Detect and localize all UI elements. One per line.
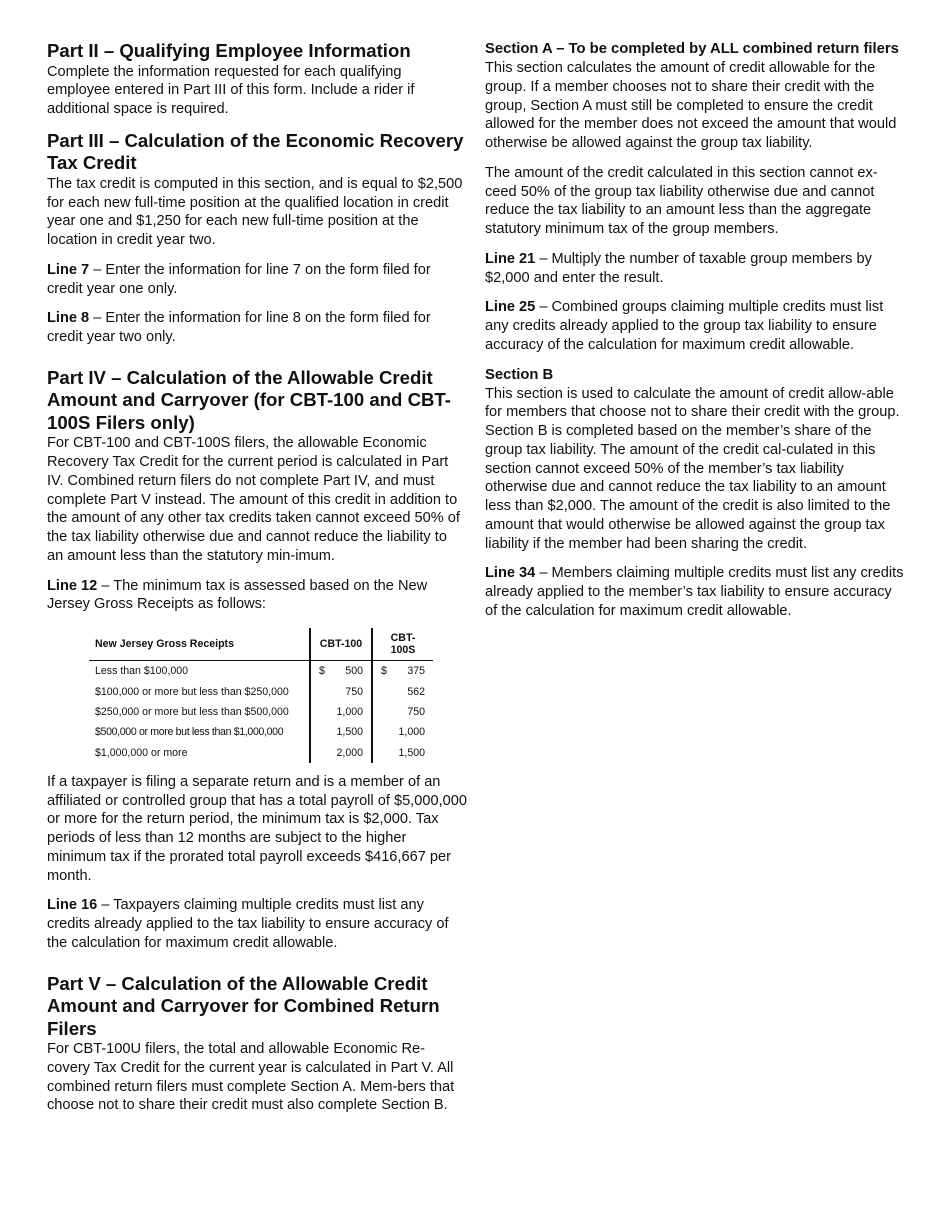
section-b (485, 366, 907, 621)
dollar-sign: $ (319, 665, 325, 678)
section-a-body-1: This section calculates the amount of credit allowable for the group. If a member chooses not to share their credit with the group, Section A must still be completed to ensure the credit allowed for the member does not exceed the amount that would otherwise be allowed against the group tax liability. (485, 60, 897, 151)
line-25-text: – Combined groups claiming multiple credits must list any credits already applied to the group tax liability to ensure accuracy of the calculation for maximum credit allowable. (485, 299, 884, 353)
line-21-text: – Multiply the number of taxable group members by $2,000 and enter the result. (485, 250, 872, 286)
cbt-100-cell (310, 702, 372, 722)
amount: 500 (345, 665, 363, 678)
amount: 750 (345, 685, 363, 698)
minimum-tax-group-note: If a taxpayer is filing a separate return and is a member of an affiliated or controlled group that has a total payroll of $5,000,000 or more for the return period, the minimum tax is $2,000. Tax periods of less than 12 months are subject to the higher minimum tax if the prorated total payroll exceeds $416,667 per month. (47, 773, 467, 884)
receipts-cell: $1,000,000 or more (95, 746, 188, 759)
part-2-body: Complete the information requested for each qualifying employee entered in Part III of this form. Include a rider if additional space is required. (47, 63, 415, 117)
table-row (89, 681, 433, 701)
left-column (47, 40, 467, 1126)
header-cbt-100s: CBT-100S (372, 628, 433, 661)
line-21-instruction (485, 250, 907, 288)
part-3-heading: Part III – Calculation of the Economic Recovery Tax Credit (47, 129, 464, 174)
cbt-100s-cell (372, 661, 433, 682)
section-a (485, 40, 907, 355)
line-21-label: Line 21 (485, 250, 536, 267)
cbt-100-cell (310, 722, 372, 742)
header-gross-receipts: New Jersey Gross Receipts (89, 628, 310, 661)
section-b-body: This section is used to calculate the amount of credit allow-able for members that choose not to share their credit with the group. Section B is completed based on the member’s share of the group tax liability. The amount of the credit cal-culated in this section cannot exceed 50% of the member’s tax liability otherwise due and cannot reduce the tax liability to an amount less than $2,000. The amount of the credit is also limited to the amount that would otherwise be allowed against the group tax liability if the member had been sharing the credit. (485, 385, 900, 552)
part-2-section (47, 40, 467, 119)
line-34-label: Line 34 (485, 565, 536, 582)
receipts-cell: $500,000 or more but less than $1,000,000 (95, 726, 284, 739)
table-header-row (89, 628, 433, 661)
amount: 2,000 (336, 746, 363, 759)
table-row (89, 661, 433, 682)
line-8-text: – Enter the information for line 8 on the form filed for credit year two only. (47, 310, 431, 345)
line-16-instruction (47, 896, 467, 952)
line-25-label: Line 25 (485, 299, 536, 316)
amount: 1,500 (398, 746, 425, 759)
minimum-tax-table (89, 628, 433, 763)
cbt-100-cell (310, 681, 372, 701)
amount: 1,000 (336, 705, 363, 718)
line-12-instruction (47, 577, 467, 615)
part-3-section (47, 130, 467, 347)
amount: 1,500 (336, 726, 363, 739)
line-16-label: Line 16 (47, 897, 98, 914)
line-16-text: – Taxpayers claiming multiple credits must list any credits already applied to the tax liability to ensure accuracy of the calculation for maximum credit allowable. (47, 897, 449, 951)
cbt-100-cell (310, 661, 372, 682)
part-2-heading: Part II – Qualifying Employee Information (47, 40, 411, 61)
receipts-cell: $250,000 or more but less than $500,000 (95, 705, 289, 718)
table-row (89, 702, 433, 722)
line-7-label: Line 7 (47, 261, 90, 278)
table-row (89, 743, 433, 763)
line-25-instruction (485, 298, 907, 354)
line-34-instruction (485, 564, 907, 620)
table-row (89, 722, 433, 742)
part-4-body: For CBT-100 and CBT-100S filers, the allowable Economic Recovery Tax Credit for the current period is calculated in Part IV. Combined return filers do not complete Part IV, and must complete Part V instead. The amount of this credit in addition to the amount of any other tax credits taken cannot exceed 50% of the tax liability otherwise due and cannot reduce the liability to an amount less than the statutory min-imum. (47, 435, 460, 564)
amount: 562 (407, 685, 425, 698)
section-a-body-2: The amount of the credit calculated in this section cannot ex-ceed 50% of the group tax liability otherwise due and cannot reduce the tax liability to an amount less than the aggregate statutory minimum tax of the group members. (485, 164, 878, 237)
part-5-body: For CBT-100U filers, the total and allowable Economic Re-covery Tax Credit for the current year is calculated in Part V. All combined return filers must complete Section A. Mem-bers that choose not to share their credit must also complete Section B. (47, 1041, 455, 1114)
amount: 375 (407, 665, 425, 678)
cbt-100-cell (310, 743, 372, 763)
dollar-sign: $ (381, 665, 387, 678)
line-7-text: – Enter the information for line 7 on the form filed for credit year one only. (47, 261, 431, 297)
header-cbt-100: CBT-100 (310, 628, 372, 661)
receipts-cell: Less than $100,000 (95, 665, 189, 678)
line-12-text: – The minimum tax is assessed based on the New Jersey Gross Receipts as follows: (47, 577, 428, 613)
cbt-100s-cell (372, 681, 433, 701)
amount: 750 (407, 705, 425, 718)
right-column (485, 40, 907, 632)
cbt-100s-cell (372, 722, 433, 742)
part-4-section (47, 367, 467, 953)
part-4-heading: Part IV – Calculation of the Allowable Credit Amount and Carryover (for CBT-100 and CBT-100S Filers only) (47, 366, 451, 433)
part-5-heading: Part V – Calculation of the Allowable Credit Amount and Carryover for Combined Return Filers (47, 972, 440, 1039)
line-12-label: Line 12 (47, 577, 98, 594)
part-3-body: The tax credit is computed in this section, and is equal to $2,500 for each new full-time position at the qualified location in credit year one and $1,250 for each new full-time position at the location in credit year two. (47, 175, 463, 248)
line-8-label: Line 8 (47, 310, 90, 327)
line-7-instruction (47, 261, 467, 299)
cbt-100s-cell (372, 702, 433, 722)
receipts-cell: $100,000 or more but less than $250,000 (95, 685, 289, 698)
cbt-100s-cell (372, 743, 433, 763)
part-5-section (47, 973, 467, 1116)
section-a-heading: Section A – To be completed by ALL combined return filers (485, 41, 899, 57)
section-b-heading: Section B (485, 366, 554, 383)
line-34-text: – Members claiming multiple credits must list any credits already applied to the member’s tax liability to ensure accuracy of the calculation for maximum credit allowable. (485, 565, 904, 619)
line-8-instruction (47, 309, 467, 347)
amount: 1,000 (398, 726, 425, 739)
